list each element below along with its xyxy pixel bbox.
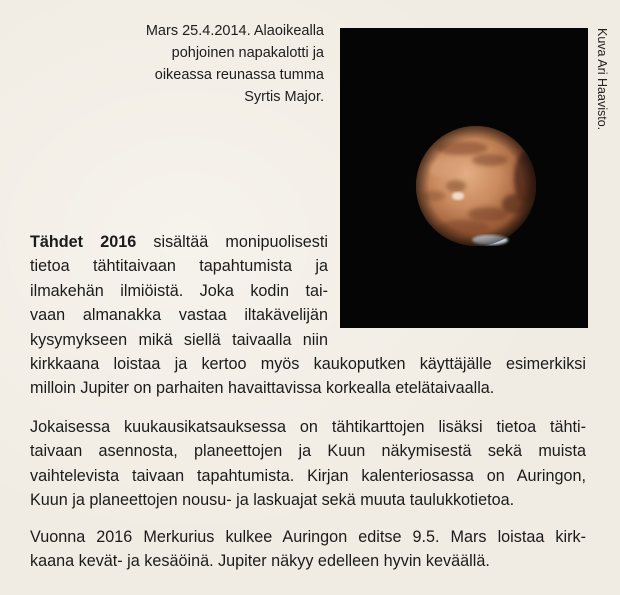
intro-line: milloin Jupiter on parhaiten havaittavissa korkealla etelätaivaalla. xyxy=(30,379,495,398)
paragraph-line: Jokaisessa kuukausikatsauksessa on tähtikarttojen lisäksi tietoa tähti- xyxy=(30,418,586,436)
caption-line: oikeassa reunassa tumma xyxy=(154,67,324,83)
paragraph-line: taivaan asennosta, planeettojen ja Kuun näkymisestä sekä muista xyxy=(30,442,586,461)
caption-line: Syrtis Major. xyxy=(244,89,324,105)
intro-line: vaan almanakka vastaa iltakävelijän xyxy=(30,306,328,325)
intro-line: tietoa tähtitaivaan tapahtumista ja xyxy=(30,257,328,276)
photo-caption xyxy=(92,20,324,108)
mars-planet-image xyxy=(340,28,588,328)
year-events-paragraph xyxy=(30,525,586,574)
intro-line: ilmakehän ilmiöistä. Joka kodin tai- xyxy=(30,281,328,300)
paragraph-line: Kuun ja planeettojen nousu- ja laskuajat sekä muuta taulukkotietoa. xyxy=(30,491,515,510)
book-title: Tähdet 2016 xyxy=(30,233,137,251)
intro-first-line-rest: sisältää monipuolisesti xyxy=(136,233,328,251)
intro-line: kysymykseen mikä siellä taivaalla niin xyxy=(30,330,328,349)
intro-line xyxy=(30,230,328,254)
monthly-overview-paragraph xyxy=(30,415,586,513)
photo-credit xyxy=(594,28,610,168)
caption-line: Mars 25.4.2014. Alaoikealla xyxy=(145,23,324,39)
photo-credit-text: Kuva Ari Haavisto. xyxy=(595,28,609,131)
intro-line: kirkkaana loistaa ja kertoo myös kaukoputken käyttäjälle esimerkiksi xyxy=(30,355,586,374)
paragraph-line: vaihtelevista taivaan tapahtumista. Kirjan kalenteriosassa on Auringon, xyxy=(30,466,586,485)
intro-paragraph xyxy=(30,230,586,401)
caption-line: pohjoinen napakalotti ja xyxy=(171,45,324,61)
paragraph-line: Vuonna 2016 Merkurius kulkee Auringon editse 9.5. Mars loistaa kirk- xyxy=(30,528,586,546)
paragraph-line: kaana kevät- ja kesäöinä. Jupiter näkyy edelleen hyvin keväällä. xyxy=(30,552,490,571)
mars-photo xyxy=(340,28,588,328)
